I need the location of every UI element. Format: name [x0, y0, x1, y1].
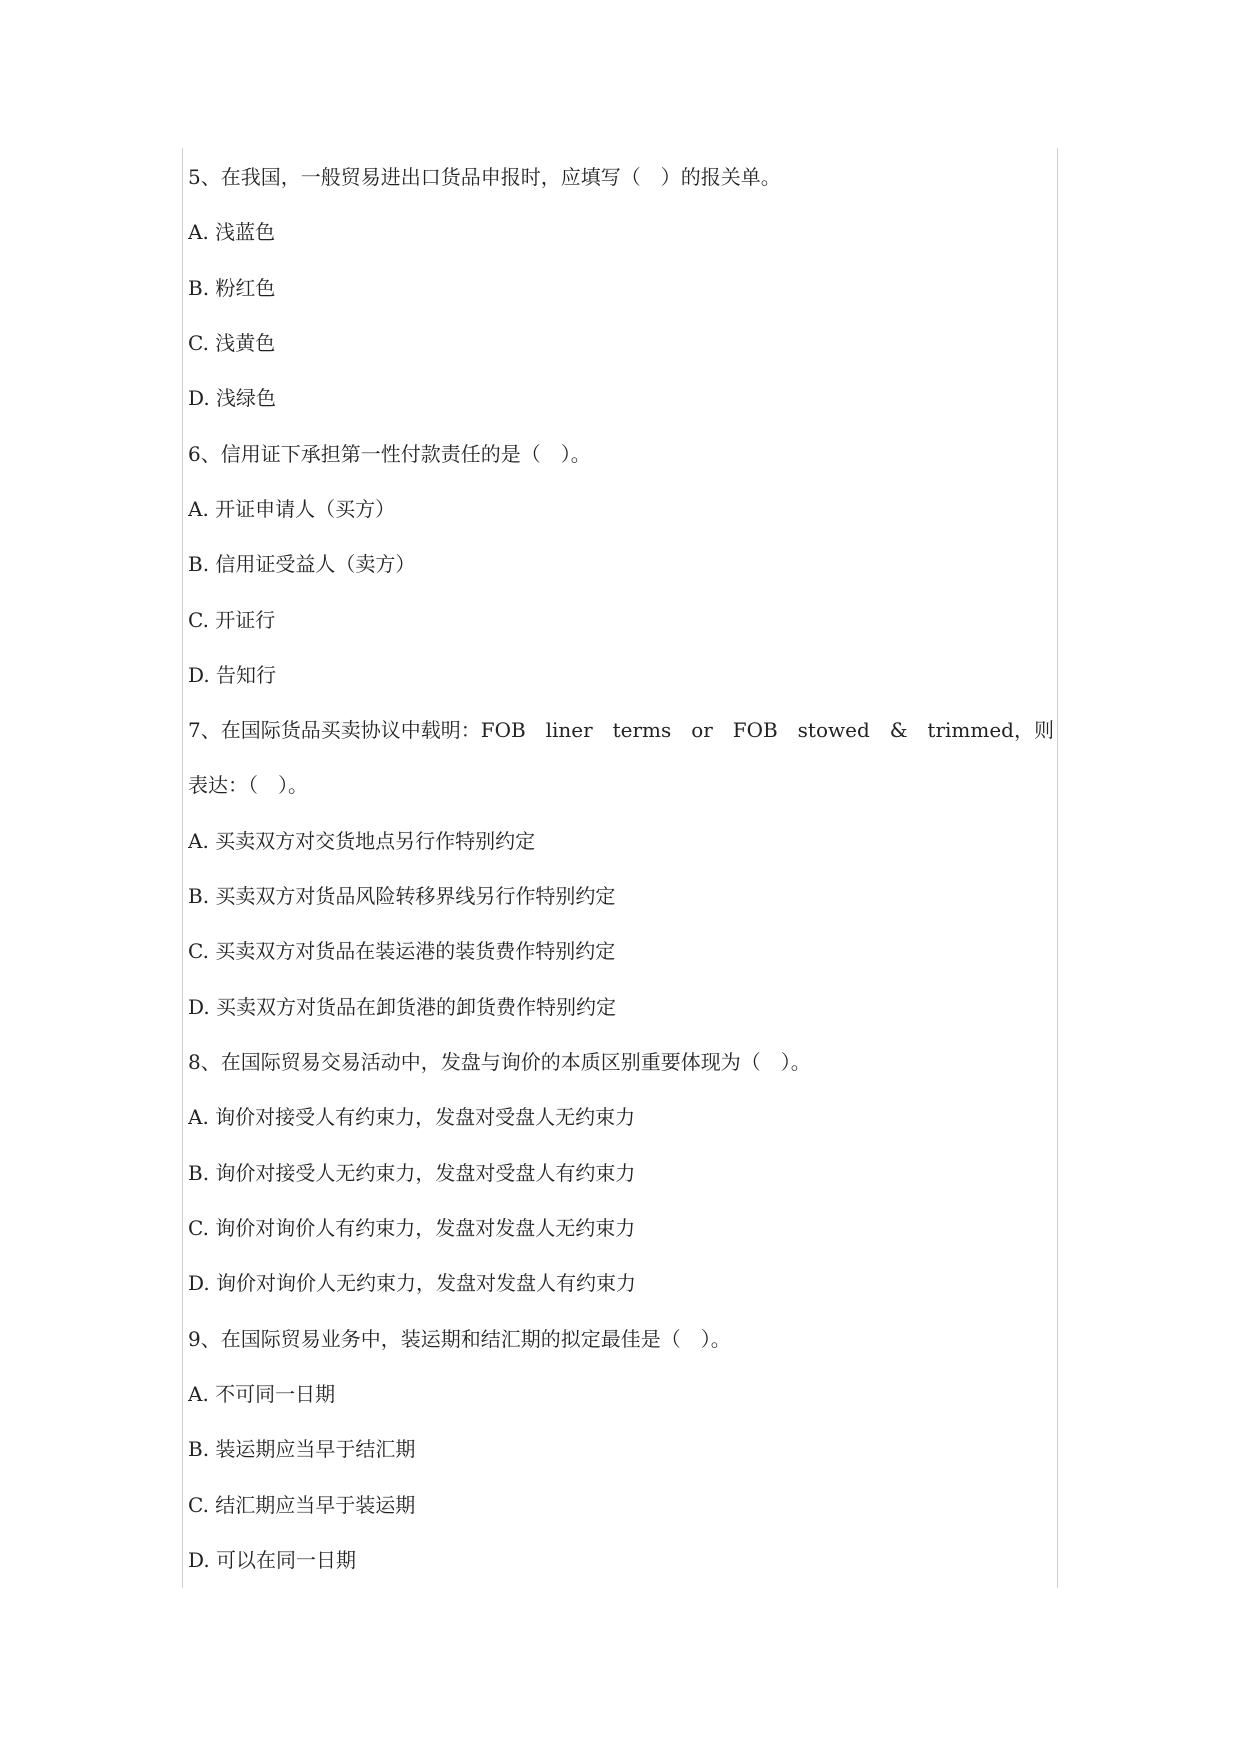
question-5-option-b: B. 粉红色 [188, 276, 276, 300]
page-frame [182, 148, 1058, 1588]
question-7-stem-part: terms [612, 718, 672, 742]
question-6-option-a: A. 开证申请人（买方） [188, 497, 396, 521]
question-7-stem-part: liner [545, 718, 593, 742]
question-6-option-c: C. 开证行 [188, 608, 276, 632]
question-5-option-c: C. 浅黄色 [188, 331, 276, 355]
question-9-option-c: C. 结汇期应当早于装运期 [188, 1493, 416, 1517]
question-7-stem-part: or [691, 718, 713, 742]
question-7-stem-part: & [889, 718, 908, 742]
question-9-option-b: B. 装运期应当早于结汇期 [188, 1437, 416, 1461]
question-7-stem-part: stowed [797, 718, 870, 742]
question-8-option-a: A. 询价对接受人有约束力，发盘对受盘人无约束力 [188, 1105, 636, 1129]
question-7-stem-continued: 表达：（ ）。 [188, 773, 308, 797]
question-7-option-a: A. 买卖双方对交货地点另行作特别约定 [188, 829, 536, 853]
question-7-stem-part: 7、在国际货品买卖协议中载明：FOB [188, 718, 526, 742]
question-9-option-a: A. 不可同一日期 [188, 1382, 336, 1406]
question-5-option-d: D. 浅绿色 [188, 386, 277, 410]
question-7-option-c: C. 买卖双方对货品在装运港的装货费作特别约定 [188, 939, 616, 963]
question-7-stem [188, 716, 1054, 744]
question-7-stem-part: FOB [732, 718, 778, 742]
question-9-option-d: D. 可以在同一日期 [188, 1548, 357, 1572]
question-6-option-b: B. 信用证受益人（卖方） [188, 552, 416, 576]
question-6-option-d: D. 告知行 [188, 663, 277, 687]
question-6-stem: 6、信用证下承担第一性付款责任的是（ ）。 [188, 442, 591, 466]
question-7-stem-part: trimmed，则 [927, 718, 1054, 742]
question-8-option-c: C. 询价对询价人有约束力，发盘对发盘人无约束力 [188, 1216, 636, 1240]
question-7-option-b: B. 买卖双方对货品风险转移界线另行作特别约定 [188, 884, 616, 908]
question-5-option-a: A. 浅蓝色 [188, 220, 276, 244]
question-8-option-d: D. 询价对询价人无约束力，发盘对发盘人有约束力 [188, 1271, 637, 1295]
question-5-stem: 5、在我国，一般贸易进出口货品申报时，应填写（ ）的报关单。 [188, 165, 781, 189]
question-8-option-b: B. 询价对接受人无约束力，发盘对受盘人有约束力 [188, 1161, 636, 1185]
question-7-option-d: D. 买卖双方对货品在卸货港的卸货费作特别约定 [188, 995, 617, 1019]
question-8-stem: 8、在国际贸易交易活动中，发盘与询价的本质区别重要体现为（ ）。 [188, 1050, 811, 1074]
question-9-stem: 9、在国际贸易业务中，装运期和结汇期的拟定最佳是（ ）。 [188, 1327, 731, 1351]
